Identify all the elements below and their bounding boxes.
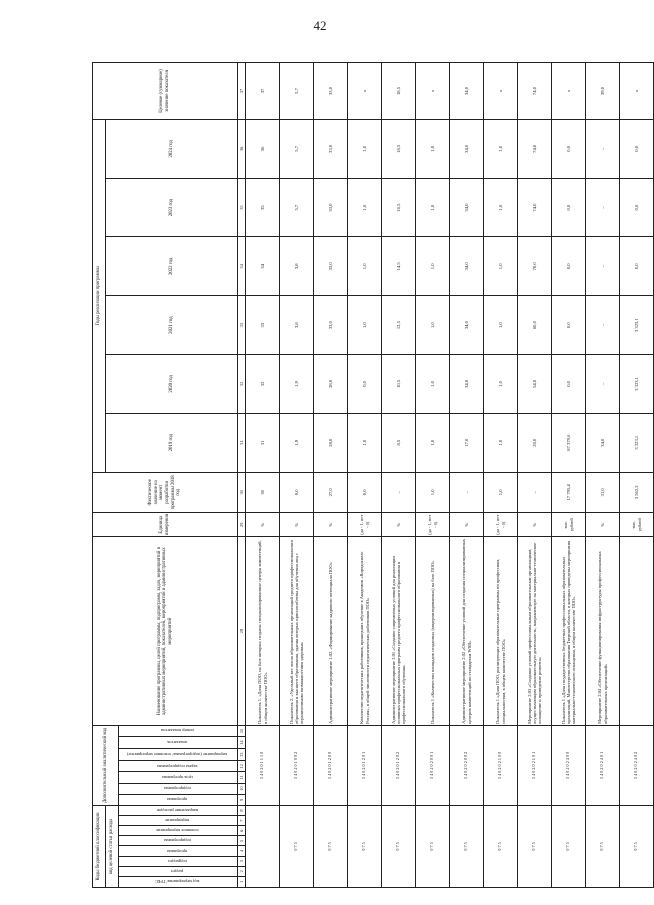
year-value-cell: 74,0 [518,178,552,237]
year-header: 2023 год [106,178,238,237]
year-value-cell: 17,0 [450,413,484,472]
year-value-cell: 54,0 [518,355,552,414]
year-value-cell: 34 [246,237,280,296]
column-number-row [238,63,246,888]
column-number-cell: 9 [238,794,246,805]
column-number-cell: 37 [238,63,246,120]
budget-code-column-header [119,866,238,876]
unit-cell: (да - 1, нет - 0) [348,513,382,537]
table-row [586,63,620,888]
year-header: 2022 год [106,237,238,296]
final-value-cell: 18,5 [382,63,416,120]
year-value-cell: 33,0 [314,237,348,296]
budget-code-cell: 0 7 5 [348,805,382,887]
column-number-cell: 14 [238,737,246,749]
budget-code-column-header [119,805,238,815]
year-value-cell: 3 323,1 [620,355,654,414]
year-value-cell: 5,7 [280,178,314,237]
year-value-cell: 1,0 [416,178,450,237]
final-value-cell: 33,0 [314,63,348,120]
indicator-name-cell: Показатель 2. «Удельный вес числа образовательных организаций среднего профессионального образования и высшего образования, здания которых приспособлены для обучения лиц с ограниченными возможностями здоровья» [280,537,314,725]
unit-cell: тыс. рублей [552,513,586,537]
year-value-cell: 31 [246,413,280,472]
table-row [484,63,518,888]
final-value-cell: x [416,63,450,120]
year-header: 2020 год [106,355,238,414]
budget-code-group-header: Коды бюджетной классификации [93,805,106,887]
year-value-cell: – [586,237,620,296]
budget-code-column-header [119,876,238,887]
indicator-name-cell: Показатель 1 «Доля ПОО, реализующих образовательные программы по профессиям, специальностям, в общем количестве ПОО» [484,537,518,725]
unit-cell: % [314,513,348,537]
year-value-cell: – [586,119,620,178]
budget-code-cell: 0 7 5 [450,805,484,887]
year-value-cell: 0,0 [552,296,586,355]
year-value-cell: 33,0 [314,296,348,355]
table-row [450,63,484,888]
extra-code-column-label: номер показателя [161,728,194,734]
column-number-cell: 34 [238,237,246,296]
extra-code-column-header [119,772,238,783]
year-value-cell: 1,0 [416,296,450,355]
year-value-cell: 1,0 [348,119,382,178]
column-number-cell: 33 [238,296,246,355]
extra-code-cell: 5 4 0 2 0 2 1 0 1 [518,725,552,805]
final-value-cell: 34,0 [450,63,484,120]
year-value-cell: 10,5 [382,355,416,414]
fact-value-cell: 1,0 [484,472,518,513]
extra-code-cell: 5 4 0 2 0 1 1 1 0 [246,725,280,805]
program-indicators-table [92,62,654,888]
year-value-cell: 3,8 [280,237,314,296]
fact-value-cell: – [518,472,552,513]
table-row [246,63,280,888]
budget-code-cell: 0 7 5 [416,805,450,887]
extra-code-column-header [119,725,238,736]
year-value-cell: 20,0 [518,413,552,472]
budget-code-column-label: код мероприятия/ ГРБС [155,879,200,885]
extra-code-cell: 5 4 0 2 0 2 4 0 0 [552,725,586,805]
column-number-cell: 36 [238,119,246,178]
budget-code-cell: 0 7 5 [382,805,416,887]
column-number-cell: 3 [238,856,246,866]
page-number: 42 [313,18,327,33]
budget-code-column-label: программа [167,848,188,854]
indicator-name-cell: Административное мероприятие 2.02 «Обеспечение условий для создания специализированных центров компетенций по стандартам WSR» [450,537,484,725]
year-value-cell: 14,5 [382,237,416,296]
unit-cell: % [450,513,484,537]
extra-code-column-label: мероприятие (подпрограмма/ основное мероприятие) [127,752,228,758]
indicator-name-cell [620,537,654,725]
fact-value-cell: 30 [246,472,280,513]
extra-code-column-header [119,761,238,772]
extra-code-cell: 5 4 0 2 0 2 0 0 2 [450,725,484,805]
indicator-name-cell: Мероприятие 2.03 «Создание условий профессиональным образовательным организациям, осуществляющим образовательную деятельность, направленную на материально-техническое оснащение и проведение ремонта» [518,537,552,725]
year-value-cell: 87 379,6 [552,413,586,472]
column-number-cell: 7 [238,816,246,826]
column-number-cell: 15 [238,725,246,736]
year-value-cell: 0,0 [552,355,586,414]
budget-code-cell: 0 7 5 [518,805,552,887]
column-number-cell: 11 [238,772,246,783]
budget-code-column-label: подпрограмма [163,838,191,844]
indicator-name-cell: Мероприятие 2.04 «Обеспечение функционирования инфраструктуры профессиональных образовательных организаций» [586,537,620,725]
year-value-cell: 16,5 [382,178,416,237]
column-number-cell: 2 [238,866,246,876]
year-value-cell: 33 [246,296,280,355]
extra-code-cell: 5 4 0 2 0 1 2 0 1 [348,725,382,805]
fact-value-cell: 27,0 [314,472,348,513]
year-value-cell: 32 [246,355,280,414]
year-value-cell: 1,0 [416,237,450,296]
year-value-cell: 34,0 [450,355,484,414]
final-value-cell: 39,0 [586,63,620,120]
extra-code-cell: 5 4 0 2 0 2 0 0 1 [416,725,450,805]
extra-code-column-label: показатель [167,740,188,746]
final-value-cell: 37 [246,63,280,120]
final-value-cell: 5,7 [280,63,314,120]
indicator-name-cell: Административное мероприятие 1.02. «Формирование кадрового потенциала ПОО» [314,537,348,725]
extra-code-cell: 5 4 0 2 0 2 1 0 0 [484,725,518,805]
year-value-cell: 34,0 [450,119,484,178]
extra-code-cell: 5 4 0 2 0 2 4 0 1 [586,725,620,805]
column-number-cell: 8 [238,805,246,815]
budget-code-column-header [119,816,238,826]
year-value-cell: 12,5 [382,296,416,355]
column-number-cell: 29 [238,513,246,537]
name-column-header: Наименование программы, целей программы, подпрограмм, задач, мероприятий и административных мероприятий, показателей, мероприятий и административных мероприятий [93,537,238,725]
extra-code-column-label: программа [167,797,188,803]
column-number-cell: 32 [238,355,246,414]
year-value-cell: 1,0 [484,237,518,296]
final-value-cell: 74,0 [518,63,552,120]
unit-column-header: Единица измерения [93,513,238,537]
budget-code-column-header [119,836,238,846]
extra-code-column-label: задача подпрограммы [156,763,198,769]
year-value-cell: 35 [246,178,280,237]
budget-code-column-label: раздел [171,868,184,874]
fact-value-cell: – [382,472,416,513]
year-value-cell: 1,0 [348,237,382,296]
years-group-header: Годы реализации программы [93,119,106,472]
extra-code-group-header: Дополнительный аналитический код [93,725,119,805]
column-number-cell: 35 [238,178,246,237]
year-value-cell: 3 323,1 [620,413,654,472]
budget-code-cell: 0 7 5 [620,805,654,887]
year-value-cell: 33,0 [314,178,348,237]
extra-code-column-header [119,783,238,794]
indicator-name-cell: Показатель 1 «Количество площадок созданных (модернизированных) на базе ПОО» [416,537,450,725]
year-value-cell: 8,5 [382,413,416,472]
year-header: 2019 год [106,413,238,472]
table-body [246,63,654,888]
column-number-cell: 13 [238,749,246,761]
column-number-cell: 28 [238,537,246,725]
extra-code-column-label: цель программы [161,775,193,781]
table-row [552,63,586,888]
year-header: 2024 год [106,119,238,178]
year-value-cell: 1,0 [416,119,450,178]
year-value-cell: 1,0 [348,178,382,237]
final-value-cell: x [348,63,382,120]
year-value-cell: 1,0 [416,355,450,414]
final-value-cell: x [484,63,518,120]
year-value-cell: 0,0 [552,119,586,178]
column-number-cell: 5 [238,836,246,846]
final-value-header: Целевое (суммарное) значение показателя [93,63,238,120]
fact-value-cell: 3 562,2 [620,472,654,513]
extra-code-cell: 5 4 0 2 0 1 2 0 2 [382,725,416,805]
year-value-cell: 0,0 [552,178,586,237]
year-value-cell: 70,0 [518,237,552,296]
year-value-cell: 34,0 [450,178,484,237]
unit-cell: % [518,513,552,537]
final-value-cell: x [620,63,654,120]
extra-code-cell: 5 4 0 2 0 1 2 0 0 [314,725,348,805]
year-value-cell: 1,9 [280,355,314,414]
budget-code-column-label: мероприятие [165,818,190,824]
budget-code-column-header [119,846,238,856]
year-value-cell: 34,0 [450,296,484,355]
year-value-cell: 18,5 [382,119,416,178]
budget-code-column-label: направление расходов [156,808,198,814]
column-number-cell: 1 [238,876,246,887]
column-number-cell: 12 [238,761,246,772]
year-value-cell: 0,0 [620,178,654,237]
table-row [620,63,654,888]
indicator-name-cell: Показатель 1 «Доля государственных бюджетных профессиональных образовательных организаций, Министерство образования Тверской области, в которых проведены мероприятия материально-технического оснащения, в общем количестве ПОО» [552,537,586,725]
unit-cell: тыс. рублей [620,513,654,537]
extra-code-column-label: подпрограмма [163,786,191,792]
table-row [314,63,348,888]
table-row [382,63,416,888]
fact-value-cell: 31,0 [586,472,620,513]
budget-code-cell: 0 7 5 [280,805,314,887]
fact-value-cell: 17 795,4 [552,472,586,513]
year-value-cell: 0,0 [348,355,382,414]
extra-code-cell: 5 4 0 2 0 1 0 0 2 [280,725,314,805]
year-value-cell: 28,0 [314,355,348,414]
year-value-cell: – [586,296,620,355]
budget-code-cell: 0 7 5 [586,805,620,887]
fact-value-cell: 1,0 [416,472,450,513]
budget-code-column-header [119,856,238,866]
indicator-name-cell: Административное мероприятие 2.01 «Создание современных условий для реализации основных профессиональных программ среднего профессионального образования и профессионального обучения» [382,537,416,725]
year-value-cell: 36 [246,119,280,178]
budget-code-cell: 0 7 5 [552,805,586,887]
year-value-cell: 0,0 [552,237,586,296]
unit-cell: % [586,513,620,537]
year-value-cell: 1,0 [484,296,518,355]
unit-cell: % [382,513,416,537]
year-value-cell: 0,0 [620,119,654,178]
year-value-cell: 33,0 [314,119,348,178]
year-value-cell: 5,7 [280,119,314,178]
year-value-cell: – [586,178,620,237]
year-value-cell: 1,0 [484,413,518,472]
fact-column-header: Фактическое значение на момент разработки программы 2018 год [93,472,238,513]
rotated-landscape-page [92,62,642,888]
fact-value-cell: – [450,472,484,513]
fact-value-cell: 0,0 [348,472,382,513]
column-number-cell: 6 [238,826,246,836]
header-row-groups [93,63,106,888]
year-value-cell: 1,0 [348,296,382,355]
year-value-cell: 1,0 [484,178,518,237]
column-number-cell: 10 [238,783,246,794]
year-value-cell: 60,0 [518,296,552,355]
year-value-cell: – [586,355,620,414]
table-row [518,63,552,888]
unit-cell: (да - 1, нет - 0) [484,513,518,537]
rotated-table-frame [92,62,642,888]
year-value-cell: 3 323,1 [620,296,654,355]
extra-code-column-header [119,794,238,805]
year-value-cell: 1,9 [280,413,314,472]
year-value-cell: 3,8 [280,296,314,355]
table-row [416,63,450,888]
final-value-cell: x [552,63,586,120]
extra-code-column-header [119,737,238,749]
extra-code-column-header [119,749,238,761]
extra-code-cell: 5 4 0 2 0 2 4 0 2 [620,725,654,805]
unit-cell: (да - 1, нет - 0) [416,513,450,537]
year-value-cell: 74,0 [518,119,552,178]
fact-value-cell: 0,0 [280,472,314,513]
table-row [348,63,382,888]
budget-code-column-label: подраздел [167,858,187,864]
year-value-cell: 34,0 [586,413,620,472]
budget-code-cell [246,805,280,887]
budget-code-cell: 0 7 5 [484,805,518,887]
year-value-cell: 0,0 [620,237,654,296]
year-value-cell: 34,0 [450,237,484,296]
budget-code-sub-header: код целевой статьи расхода [106,805,119,887]
year-value-cell: 1,0 [416,413,450,472]
year-value-cell: 1,0 [484,355,518,414]
column-number-cell: 31 [238,413,246,472]
indicator-name-cell: Показатель 1. «Доля ПОО, на базе которых созданы специализированные центры компетенций, в общем количестве ПОО» [246,537,280,725]
budget-code-column-header [119,826,238,836]
unit-cell: % [280,513,314,537]
budget-code-column-label: основное мероприятие [155,828,199,834]
indicator-name-cell: Количество педагогических работников, прошедших обучение в Академии «Ворлдскиллс Россия», в общей численности педагогических работников ПОО» [348,537,382,725]
year-value-cell: 1,0 [484,119,518,178]
table-row [280,63,314,888]
budget-code-cell: 0 7 5 [314,805,348,887]
year-value-cell: 28,0 [314,413,348,472]
column-number-cell: 4 [238,846,246,856]
unit-cell: % [246,513,280,537]
year-header: 2021 год [106,296,238,355]
column-number-cell: 30 [238,472,246,513]
year-value-cell: 1,0 [348,413,382,472]
